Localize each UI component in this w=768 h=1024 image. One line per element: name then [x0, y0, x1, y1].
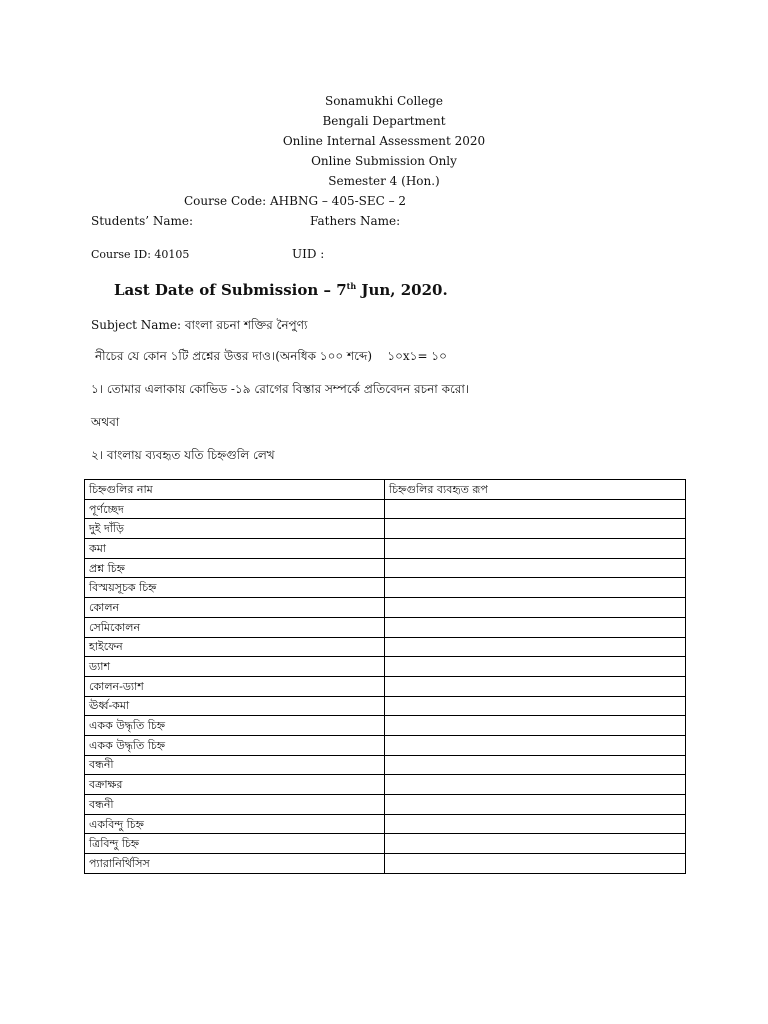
punctuation-usage-cell[interactable] — [385, 617, 686, 637]
question-2: ২। বাংলায় ব্যবহৃত যতি চিহ্নগুলি লেখ — [91, 448, 275, 462]
punctuation-name-cell: ড্যাশ — [85, 657, 385, 677]
table-row — [85, 854, 686, 874]
punctuation-name-cell: ঊর্ধ্ব-কমা — [85, 696, 385, 716]
table-row — [85, 637, 686, 657]
punctuation-usage-cell[interactable] — [385, 834, 686, 854]
table-row — [85, 755, 686, 775]
table-row — [85, 775, 686, 795]
course-id-label: Course ID: — [91, 248, 151, 261]
table-row — [85, 814, 686, 834]
punctuation-usage-cell[interactable] — [385, 795, 686, 815]
punctuation-usage-cell[interactable] — [385, 657, 686, 677]
table-row — [85, 598, 686, 618]
deadline-sup: th — [346, 281, 357, 291]
semester: Semester 4 (Hon.) — [328, 174, 440, 188]
college-name: Sonamukhi College — [324, 94, 444, 108]
punctuation-name-cell: প্যারানির্থিসিস — [85, 854, 385, 874]
punctuation-usage-cell[interactable] — [385, 558, 686, 578]
punctuation-usage-cell[interactable] — [385, 735, 686, 755]
table-row — [85, 657, 686, 677]
punctuation-table — [84, 479, 686, 874]
table-row — [85, 519, 686, 539]
punctuation-name-cell: দুই দাঁড়ি — [85, 519, 385, 539]
table-row — [85, 735, 686, 755]
or-separator: অথবা — [91, 415, 120, 429]
punctuation-name-cell: সেমিকোলন — [85, 617, 385, 637]
table-row — [85, 558, 686, 578]
table-row — [85, 617, 686, 637]
punctuation-name-cell: একক উদ্ধৃতি চিহ্ন — [85, 716, 385, 736]
subject-label: Subject Name: — [91, 318, 181, 332]
punctuation-usage-cell[interactable] — [385, 755, 686, 775]
assessment-title: Online Internal Assessment 2020 — [282, 134, 486, 148]
subject-value: বাংলা রচনা শক্তির নৈপুণ্য — [184, 318, 308, 332]
deadline-suffix: Jun, 2020. — [356, 281, 448, 299]
deadline-prefix: Last Date of Submission – 7 — [114, 281, 347, 299]
punctuation-usage-cell[interactable] — [385, 775, 686, 795]
punctuation-name-cell: বিস্ময়সূচক চিহ্ন — [85, 578, 385, 598]
question-1: ১। তোমার এলাকায় কোভিড -১৯ রোগের বিস্তার সম্পর্কে প্রতিবেদন রচনা করো। — [91, 382, 470, 396]
table-header-row — [85, 480, 686, 500]
table-row — [85, 578, 686, 598]
punctuation-name-cell: ত্রিবিন্দু চিহ্ন — [85, 834, 385, 854]
punctuation-usage-cell[interactable] — [385, 539, 686, 559]
table-row — [85, 499, 686, 519]
punctuation-usage-cell[interactable] — [385, 696, 686, 716]
uid-label: UID : — [292, 247, 325, 261]
punctuation-name-cell: বন্ধনী — [85, 795, 385, 815]
punctuation-name-cell: পূর্ণচ্ছেদ — [85, 499, 385, 519]
punctuation-usage-cell[interactable] — [385, 578, 686, 598]
table-body — [85, 480, 686, 874]
table-row — [85, 716, 686, 736]
punctuation-usage-cell[interactable] — [385, 499, 686, 519]
table-row — [85, 696, 686, 716]
table-header-usage: চিহ্নগুলির ব্যবহৃত রূপ — [385, 480, 686, 500]
table-header-name: চিহ্নগুলির নাম — [85, 480, 385, 500]
punctuation-name-cell: কোলন — [85, 598, 385, 618]
course-code-label: Course Code: — [184, 194, 267, 208]
subject-line — [91, 317, 307, 337]
punctuation-name-cell: প্রশ্ন চিহ্ন — [85, 558, 385, 578]
punctuation-usage-cell[interactable] — [385, 854, 686, 874]
course-id-value: 40105 — [154, 248, 190, 261]
table-row — [85, 539, 686, 559]
punctuation-name-cell: একক উদ্ধৃতি চিহ্ন — [85, 735, 385, 755]
fathers-name-label: Fathers Name: — [310, 214, 401, 228]
punctuation-usage-cell[interactable] — [385, 598, 686, 618]
submission-mode: Online Submission Only — [311, 154, 457, 168]
punctuation-usage-cell[interactable] — [385, 519, 686, 539]
instruction: নীচের যে কোন ১টি প্রশ্নের উত্তর দাও।(অনধিক ১০০ শব্দে) ১০x১= ১০ — [95, 349, 447, 363]
punctuation-name-cell: বক্রাক্ষর — [85, 775, 385, 795]
punctuation-usage-cell[interactable] — [385, 716, 686, 736]
course-code-line — [184, 194, 406, 208]
punctuation-name-cell: বন্ধনী — [85, 755, 385, 775]
department-name: Bengali Department — [322, 114, 446, 128]
punctuation-usage-cell[interactable] — [385, 637, 686, 657]
course-code-value: AHBNG – 405-SEC – 2 — [270, 194, 407, 208]
punctuation-name-cell: হাইফেন — [85, 637, 385, 657]
punctuation-name-cell: একবিন্দু চিহ্ন — [85, 814, 385, 834]
punctuation-name-cell: কোলন-ড্যাশ — [85, 676, 385, 696]
submission-deadline — [114, 281, 448, 299]
table-row — [85, 834, 686, 854]
punctuation-name-cell: কমা — [85, 539, 385, 559]
course-id-line — [91, 248, 189, 261]
students-name-label: Students’ Name: — [91, 214, 194, 228]
punctuation-usage-cell[interactable] — [385, 814, 686, 834]
punctuation-usage-cell[interactable] — [385, 676, 686, 696]
table-row — [85, 795, 686, 815]
table-row — [85, 676, 686, 696]
